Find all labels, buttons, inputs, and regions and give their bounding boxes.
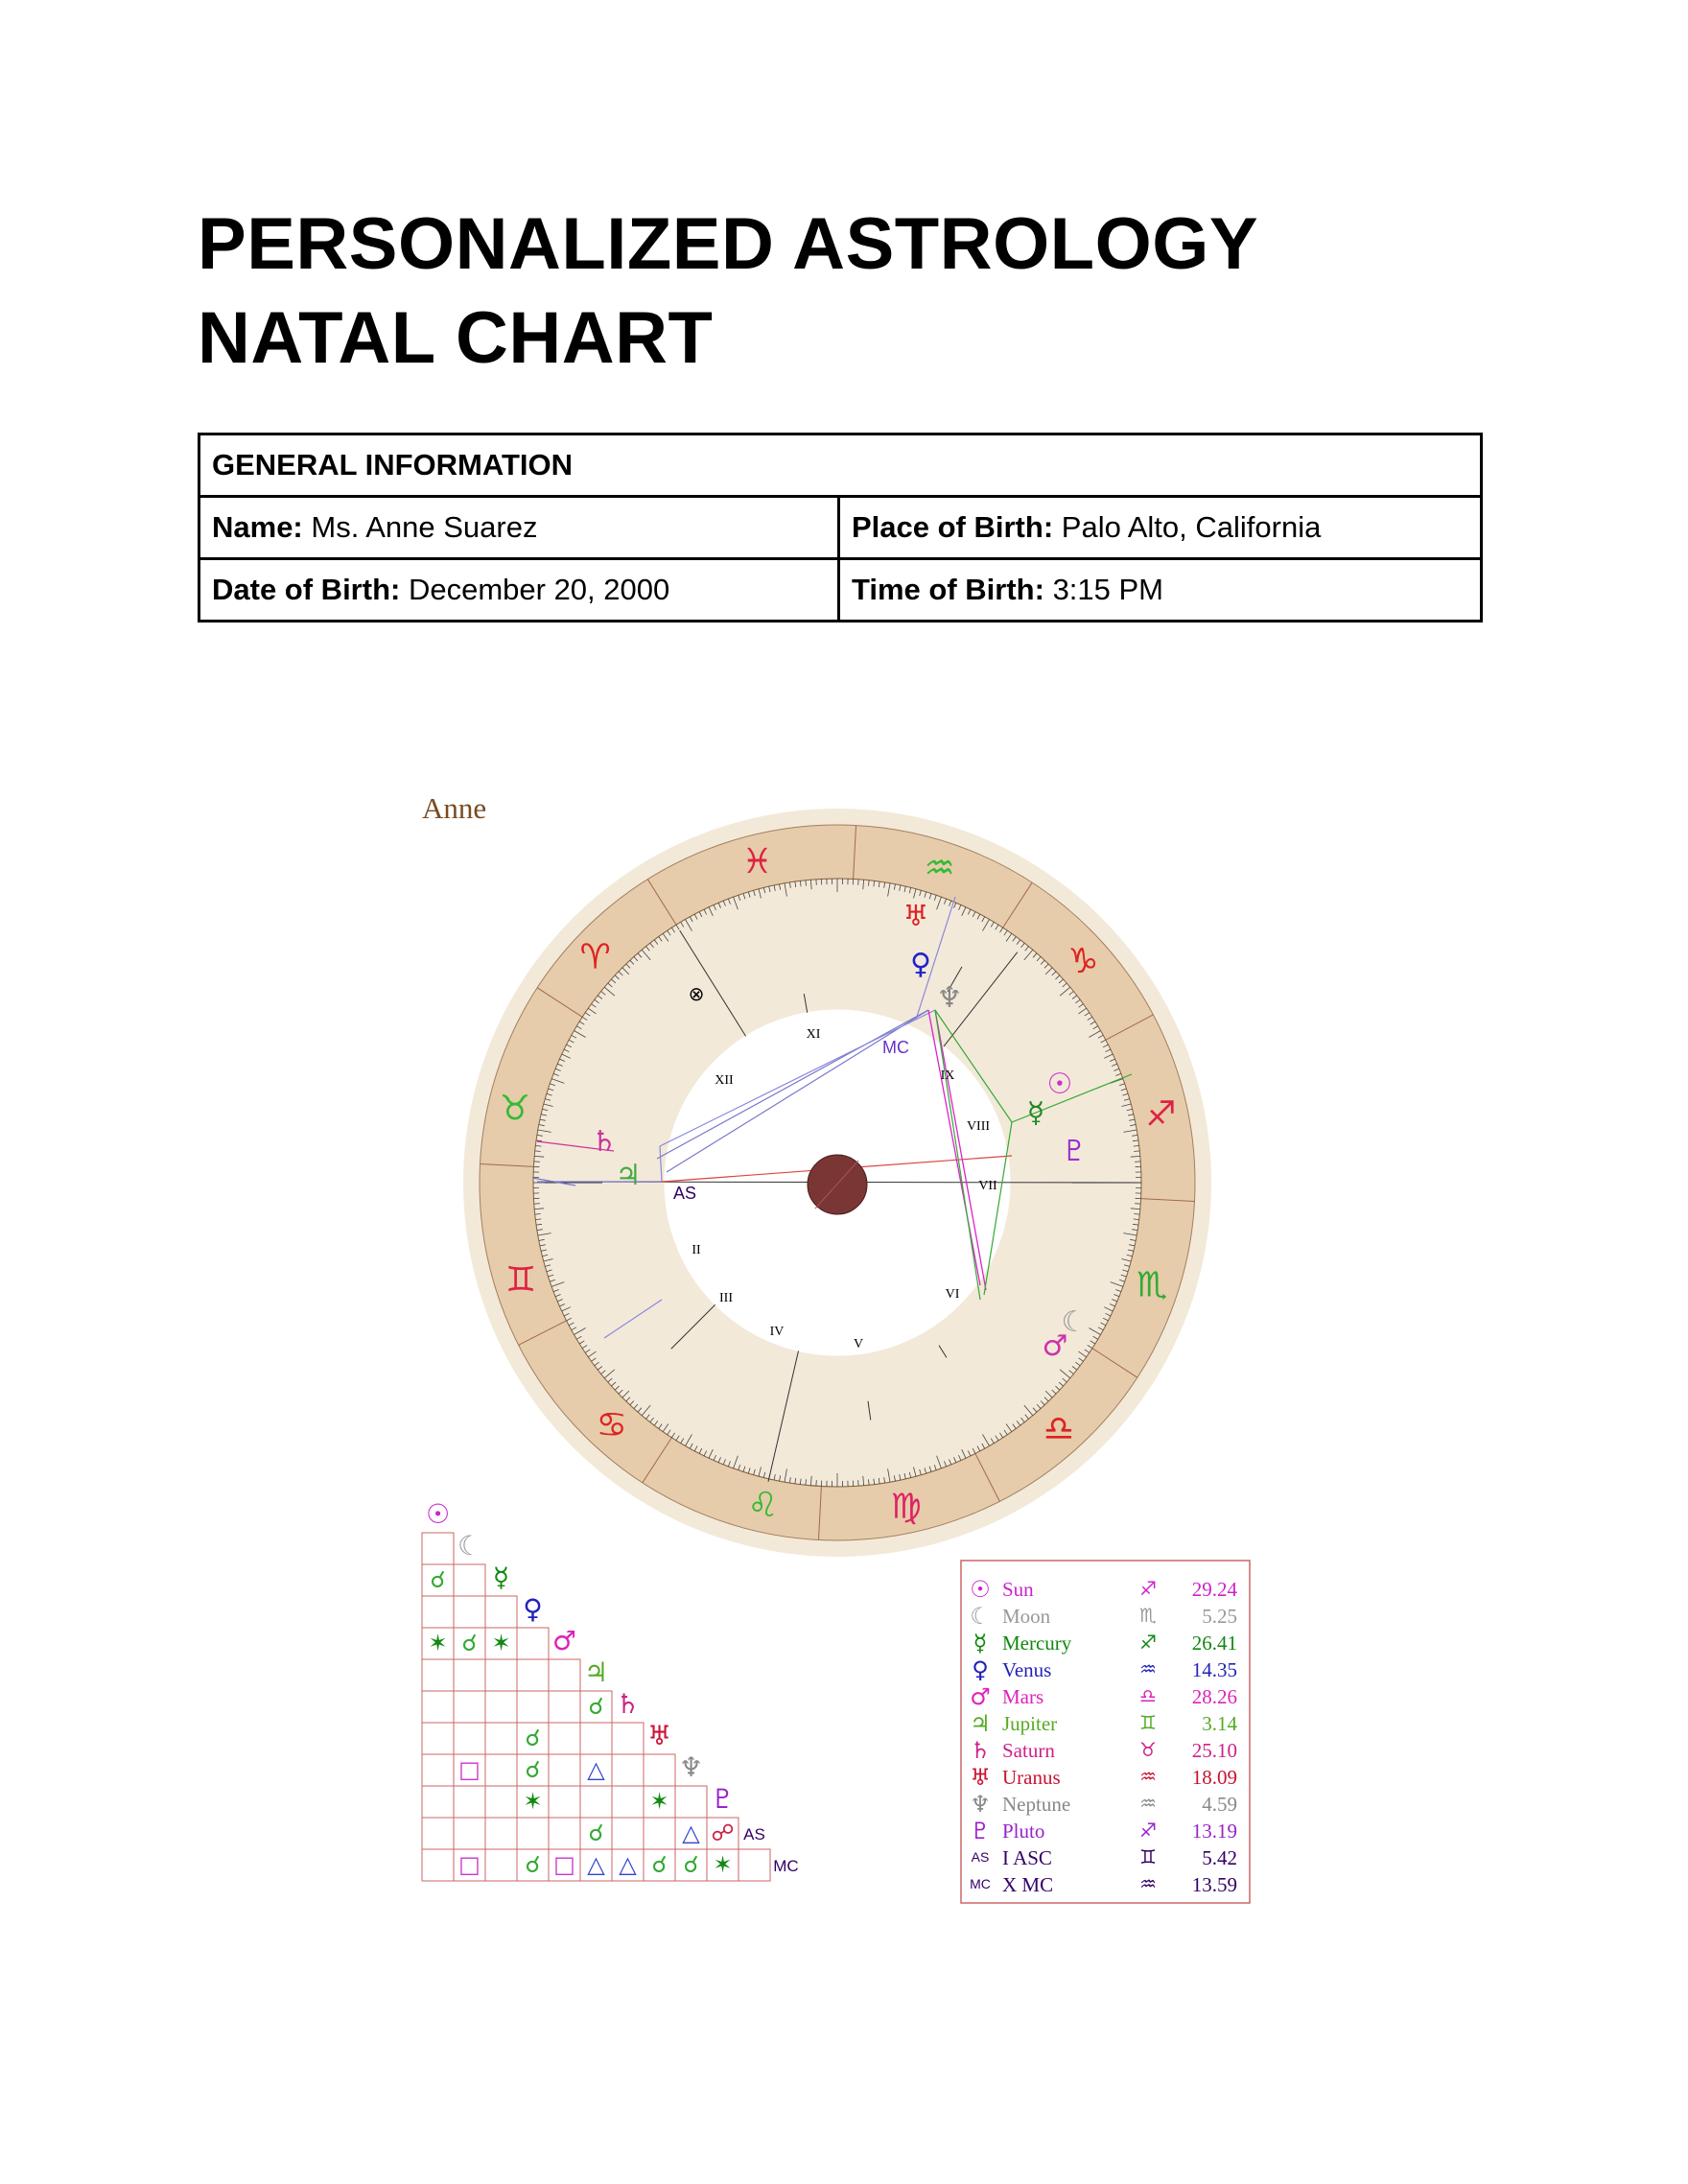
- time-value: 3:15 PM: [1052, 573, 1164, 606]
- aspect-symbol: ☌: [430, 1566, 446, 1593]
- aspect-symbol: □: [458, 1851, 481, 1878]
- midheaven-label: MC: [882, 1038, 909, 1057]
- aspect-symbol: △: [619, 1851, 637, 1878]
- zodiac-sign-glyph: ♑: [1067, 942, 1099, 982]
- planet-name: X MC: [1002, 1873, 1054, 1896]
- aspect-grid-cell: [549, 1818, 580, 1849]
- planet-name: Saturn: [1002, 1739, 1055, 1762]
- aspect-symbol: ☌: [588, 1820, 604, 1846]
- aspect-grid-symbol: ♃: [583, 1656, 609, 1688]
- house-label: XII: [715, 1073, 734, 1088]
- aspect-symbol: ✶: [523, 1788, 543, 1815]
- name-value: Ms. Anne Suarez: [311, 510, 538, 544]
- title-line-2: NATAL CHART: [198, 297, 714, 379]
- wheel-planet-glyph: ☉: [1046, 1068, 1073, 1101]
- planet-symbol: AS: [971, 1849, 990, 1865]
- planet-symbol: ♆: [970, 1791, 991, 1818]
- aspect-grid-cell: [454, 1786, 485, 1818]
- wheel-planet-glyph: ♇: [1061, 1135, 1088, 1168]
- zodiac-sign-glyph: ♏: [1136, 1265, 1168, 1305]
- aspect-symbol: △: [587, 1851, 605, 1878]
- aspect-symbol: ✶: [713, 1851, 733, 1878]
- aspect-grid-cell: [422, 1754, 454, 1786]
- planet-degree: 13.19: [1191, 1820, 1237, 1843]
- aspect-grid-cell: [422, 1818, 454, 1849]
- general-information-header: GENERAL INFORMATION: [199, 434, 1482, 497]
- aspect-grid-cell: [422, 1786, 454, 1818]
- aspect-grid-cell: [517, 1691, 549, 1723]
- house-label: II: [692, 1243, 701, 1257]
- aspect-symbol: ☌: [525, 1851, 541, 1878]
- aspect-grid-cell: [454, 1818, 485, 1849]
- aspect-symbol: ✶: [491, 1630, 511, 1656]
- planet-name: Uranus: [1002, 1766, 1061, 1789]
- wheel-planet-glyph: ♅: [903, 900, 929, 933]
- aspect-grid-cell: [549, 1754, 580, 1786]
- aspect-grid-cell: [549, 1691, 580, 1723]
- house-label: IV: [769, 1325, 785, 1339]
- aspect-symbol: □: [458, 1756, 481, 1783]
- name-label: Name:: [212, 510, 303, 544]
- name-cell: [199, 497, 839, 559]
- aspect-symbol: ☍: [711, 1820, 735, 1846]
- planet-sign: ♊: [1139, 1711, 1157, 1734]
- aspect-symbol: ☌: [588, 1693, 604, 1720]
- zodiac-sign-glyph: ♉: [499, 1089, 530, 1129]
- planet-symbol: ♇: [970, 1818, 991, 1844]
- planet-sign: ♎: [1139, 1684, 1157, 1707]
- planet-degree: 4.59: [1202, 1793, 1237, 1816]
- aspect-grid-cell: [549, 1786, 580, 1818]
- aspect-grid-cell: [485, 1849, 517, 1881]
- aspect-symbol: □: [553, 1851, 575, 1878]
- document-title: [198, 198, 1258, 386]
- planet-degree: 29.24: [1191, 1578, 1237, 1601]
- planet-symbol: MC: [970, 1876, 991, 1891]
- aspect-symbol: ☌: [683, 1851, 699, 1878]
- house-label: XI: [806, 1027, 821, 1042]
- planet-sign: ♊: [1139, 1845, 1157, 1868]
- aspect-grid-symbol: ♅: [646, 1720, 672, 1751]
- planet-positions-table: [961, 1561, 1250, 1903]
- natal-wheel: [463, 809, 1211, 1557]
- aspect-grid-cell: [454, 1564, 485, 1596]
- planet-degree: 5.25: [1202, 1605, 1237, 1628]
- planet-symbol: ☾: [970, 1603, 991, 1630]
- zodiac-sign-glyph: ♒: [924, 848, 955, 888]
- planet-name: Pluto: [1002, 1820, 1045, 1843]
- planet-degree: 25.10: [1191, 1739, 1237, 1762]
- aspect-symbol: ✶: [428, 1630, 448, 1656]
- planet-symbol: ☉: [970, 1576, 991, 1603]
- planet-symbol: ♄: [970, 1737, 991, 1764]
- planet-sign: ♒: [1139, 1657, 1157, 1680]
- planet-symbol: ♅: [970, 1764, 991, 1791]
- planet-sign: ♒: [1139, 1765, 1157, 1788]
- zodiac-sign-glyph: ♐: [1145, 1094, 1177, 1135]
- aspect-grid-cell: [454, 1723, 485, 1754]
- aspect-grid-cell: [517, 1818, 549, 1849]
- planet-degree: 5.42: [1202, 1846, 1237, 1869]
- aspect-grid-cell: [422, 1533, 454, 1564]
- zodiac-sign-glyph: ♓: [741, 842, 773, 882]
- zodiac-sign-glyph: ♎: [1043, 1409, 1074, 1449]
- chart-person-name: Anne: [422, 791, 487, 825]
- wheel-planet-glyph: ♃: [615, 1159, 642, 1192]
- natal-chart: [0, 748, 1688, 1937]
- house-label: III: [719, 1291, 733, 1305]
- aspect-grid-cell: [675, 1786, 707, 1818]
- planet-name: Mercury: [1002, 1632, 1072, 1655]
- zodiac-sign-glyph: ♋: [596, 1405, 627, 1445]
- aspect-grid-cell: [485, 1691, 517, 1723]
- wheel-planet-glyph: ☾: [1061, 1305, 1088, 1339]
- date-label: Date of Birth:: [212, 573, 401, 606]
- zodiac-sign-glyph: ♍: [890, 1487, 922, 1527]
- date-of-birth-cell: [199, 559, 839, 622]
- planet-symbol: ♃: [970, 1710, 991, 1737]
- aspect-symbol: ☌: [525, 1725, 541, 1751]
- aspect-grid-cell: [485, 1596, 517, 1628]
- planet-sign: ♐: [1139, 1819, 1157, 1842]
- aspect-symbol: ☌: [525, 1756, 541, 1783]
- planet-name: Mars: [1002, 1685, 1044, 1708]
- place-label: Place of Birth:: [852, 510, 1054, 544]
- house-label: VI: [945, 1287, 960, 1302]
- aspect-grid-cell: [580, 1786, 612, 1818]
- aspect-grid-cell: [738, 1849, 770, 1881]
- planet-sign: ♐: [1139, 1577, 1157, 1600]
- house-label: V: [853, 1337, 864, 1351]
- house-label: IX: [940, 1069, 955, 1083]
- planet-sign: ♐: [1139, 1631, 1157, 1654]
- planet-degree: 18.09: [1191, 1766, 1237, 1789]
- planet-symbol: ♂: [970, 1683, 991, 1710]
- aspect-symbol: △: [682, 1820, 700, 1846]
- zodiac-sign-glyph: ♈: [579, 937, 611, 977]
- wheel-planet-glyph: ⊗: [688, 982, 705, 1005]
- aspect-grid-cell: [422, 1691, 454, 1723]
- aspect-grid-cell: [517, 1628, 549, 1659]
- time-label: Time of Birth:: [852, 573, 1044, 606]
- planet-name: Venus: [1002, 1658, 1052, 1681]
- aspect-grid-cell: [485, 1754, 517, 1786]
- aspect-grid-cell: [644, 1754, 675, 1786]
- aspect-grid-symbol: ♇: [710, 1783, 736, 1815]
- aspect-grid-symbol: AS: [743, 1825, 765, 1843]
- planet-name: Neptune: [1002, 1793, 1071, 1816]
- planet-degree: 28.26: [1191, 1685, 1237, 1708]
- aspect-grid-cell: [612, 1818, 644, 1849]
- planet-name: I ASC: [1002, 1846, 1052, 1869]
- planet-name: Moon: [1002, 1605, 1051, 1628]
- zodiac-sign-glyph: ♌: [747, 1486, 779, 1526]
- date-value: December 20, 2000: [408, 573, 670, 606]
- aspect-symbol: ✶: [649, 1788, 669, 1815]
- aspect-symbol: ☌: [651, 1851, 668, 1878]
- aspect-grid-cell: [454, 1691, 485, 1723]
- wheel-planet-glyph: ♀: [910, 948, 931, 981]
- place-of-birth-cell: [839, 497, 1482, 559]
- planet-name: Jupiter: [1002, 1712, 1058, 1735]
- wheel-planet-glyph: ♂: [1042, 1329, 1068, 1363]
- aspect-grid-symbol: ☾: [457, 1530, 482, 1562]
- place-value: Palo Alto, California: [1061, 510, 1322, 544]
- planet-sign: ♏: [1139, 1604, 1157, 1627]
- aspect-grid-symbol: ♀: [523, 1593, 543, 1625]
- aspect-grid-cell: [612, 1786, 644, 1818]
- time-of-birth-cell: [839, 559, 1482, 622]
- aspect-grid-cell: [485, 1659, 517, 1691]
- house-label: VII: [978, 1179, 997, 1193]
- aspect-grid-cell: [454, 1659, 485, 1691]
- aspect-grid-symbol: MC: [773, 1857, 799, 1875]
- wheel-planet-glyph: ♆: [936, 981, 963, 1015]
- planet-degree: 14.35: [1191, 1658, 1237, 1681]
- wheel-planet-glyph: ♄: [591, 1125, 618, 1159]
- aspect-grid-symbol: ♄: [615, 1688, 641, 1720]
- planet-degree: 13.59: [1191, 1873, 1237, 1896]
- aspect-grid-cell: [612, 1754, 644, 1786]
- aspect-grid-cell: [422, 1849, 454, 1881]
- ascendant-label: AS: [673, 1184, 697, 1203]
- aspect-grid-cell: [612, 1723, 644, 1754]
- aspect-grid-cell: [454, 1596, 485, 1628]
- wheel-planet-glyph: ☿: [1026, 1096, 1045, 1130]
- aspect-symbol: △: [587, 1756, 605, 1783]
- planet-symbol: ♀: [972, 1656, 989, 1683]
- aspect-grid-cell: [580, 1723, 612, 1754]
- zodiac-sign-glyph: ♊: [504, 1259, 537, 1300]
- aspect-grid-cell: [549, 1659, 580, 1691]
- aspect-grid-symbol: ♆: [678, 1751, 704, 1783]
- aspect-grid-cell: [422, 1723, 454, 1754]
- aspect-grid-symbol: ☿: [492, 1562, 510, 1593]
- aspect-grid-cell: [644, 1818, 675, 1849]
- planet-sign: ♉: [1139, 1738, 1157, 1761]
- aspect-grid-cell: [485, 1786, 517, 1818]
- aspect-grid-cell: [517, 1659, 549, 1691]
- aspect-grid-symbol: ♂: [551, 1625, 577, 1656]
- aspect-grid-cell: [422, 1659, 454, 1691]
- house-label: VIII: [966, 1119, 991, 1134]
- aspect-grid-cell: [485, 1723, 517, 1754]
- title-line-1: PERSONALIZED ASTROLOGY: [198, 203, 1259, 285]
- aspect-grid: [422, 1498, 799, 1881]
- aspect-symbol: ☌: [461, 1630, 478, 1656]
- aspect-grid-cell: [422, 1596, 454, 1628]
- planet-degree: 26.41: [1191, 1632, 1237, 1655]
- aspect-grid-cell: [549, 1723, 580, 1754]
- planet-sign: ♒: [1139, 1792, 1157, 1815]
- planet-name: Sun: [1002, 1578, 1034, 1601]
- planet-symbol: ☿: [973, 1630, 988, 1656]
- planet-sign: ♒: [1139, 1872, 1157, 1895]
- aspect-grid-cell: [485, 1818, 517, 1849]
- planet-degree: 3.14: [1202, 1712, 1237, 1735]
- general-information-table: [198, 433, 1483, 622]
- aspect-grid-symbol: ☉: [425, 1498, 451, 1530]
